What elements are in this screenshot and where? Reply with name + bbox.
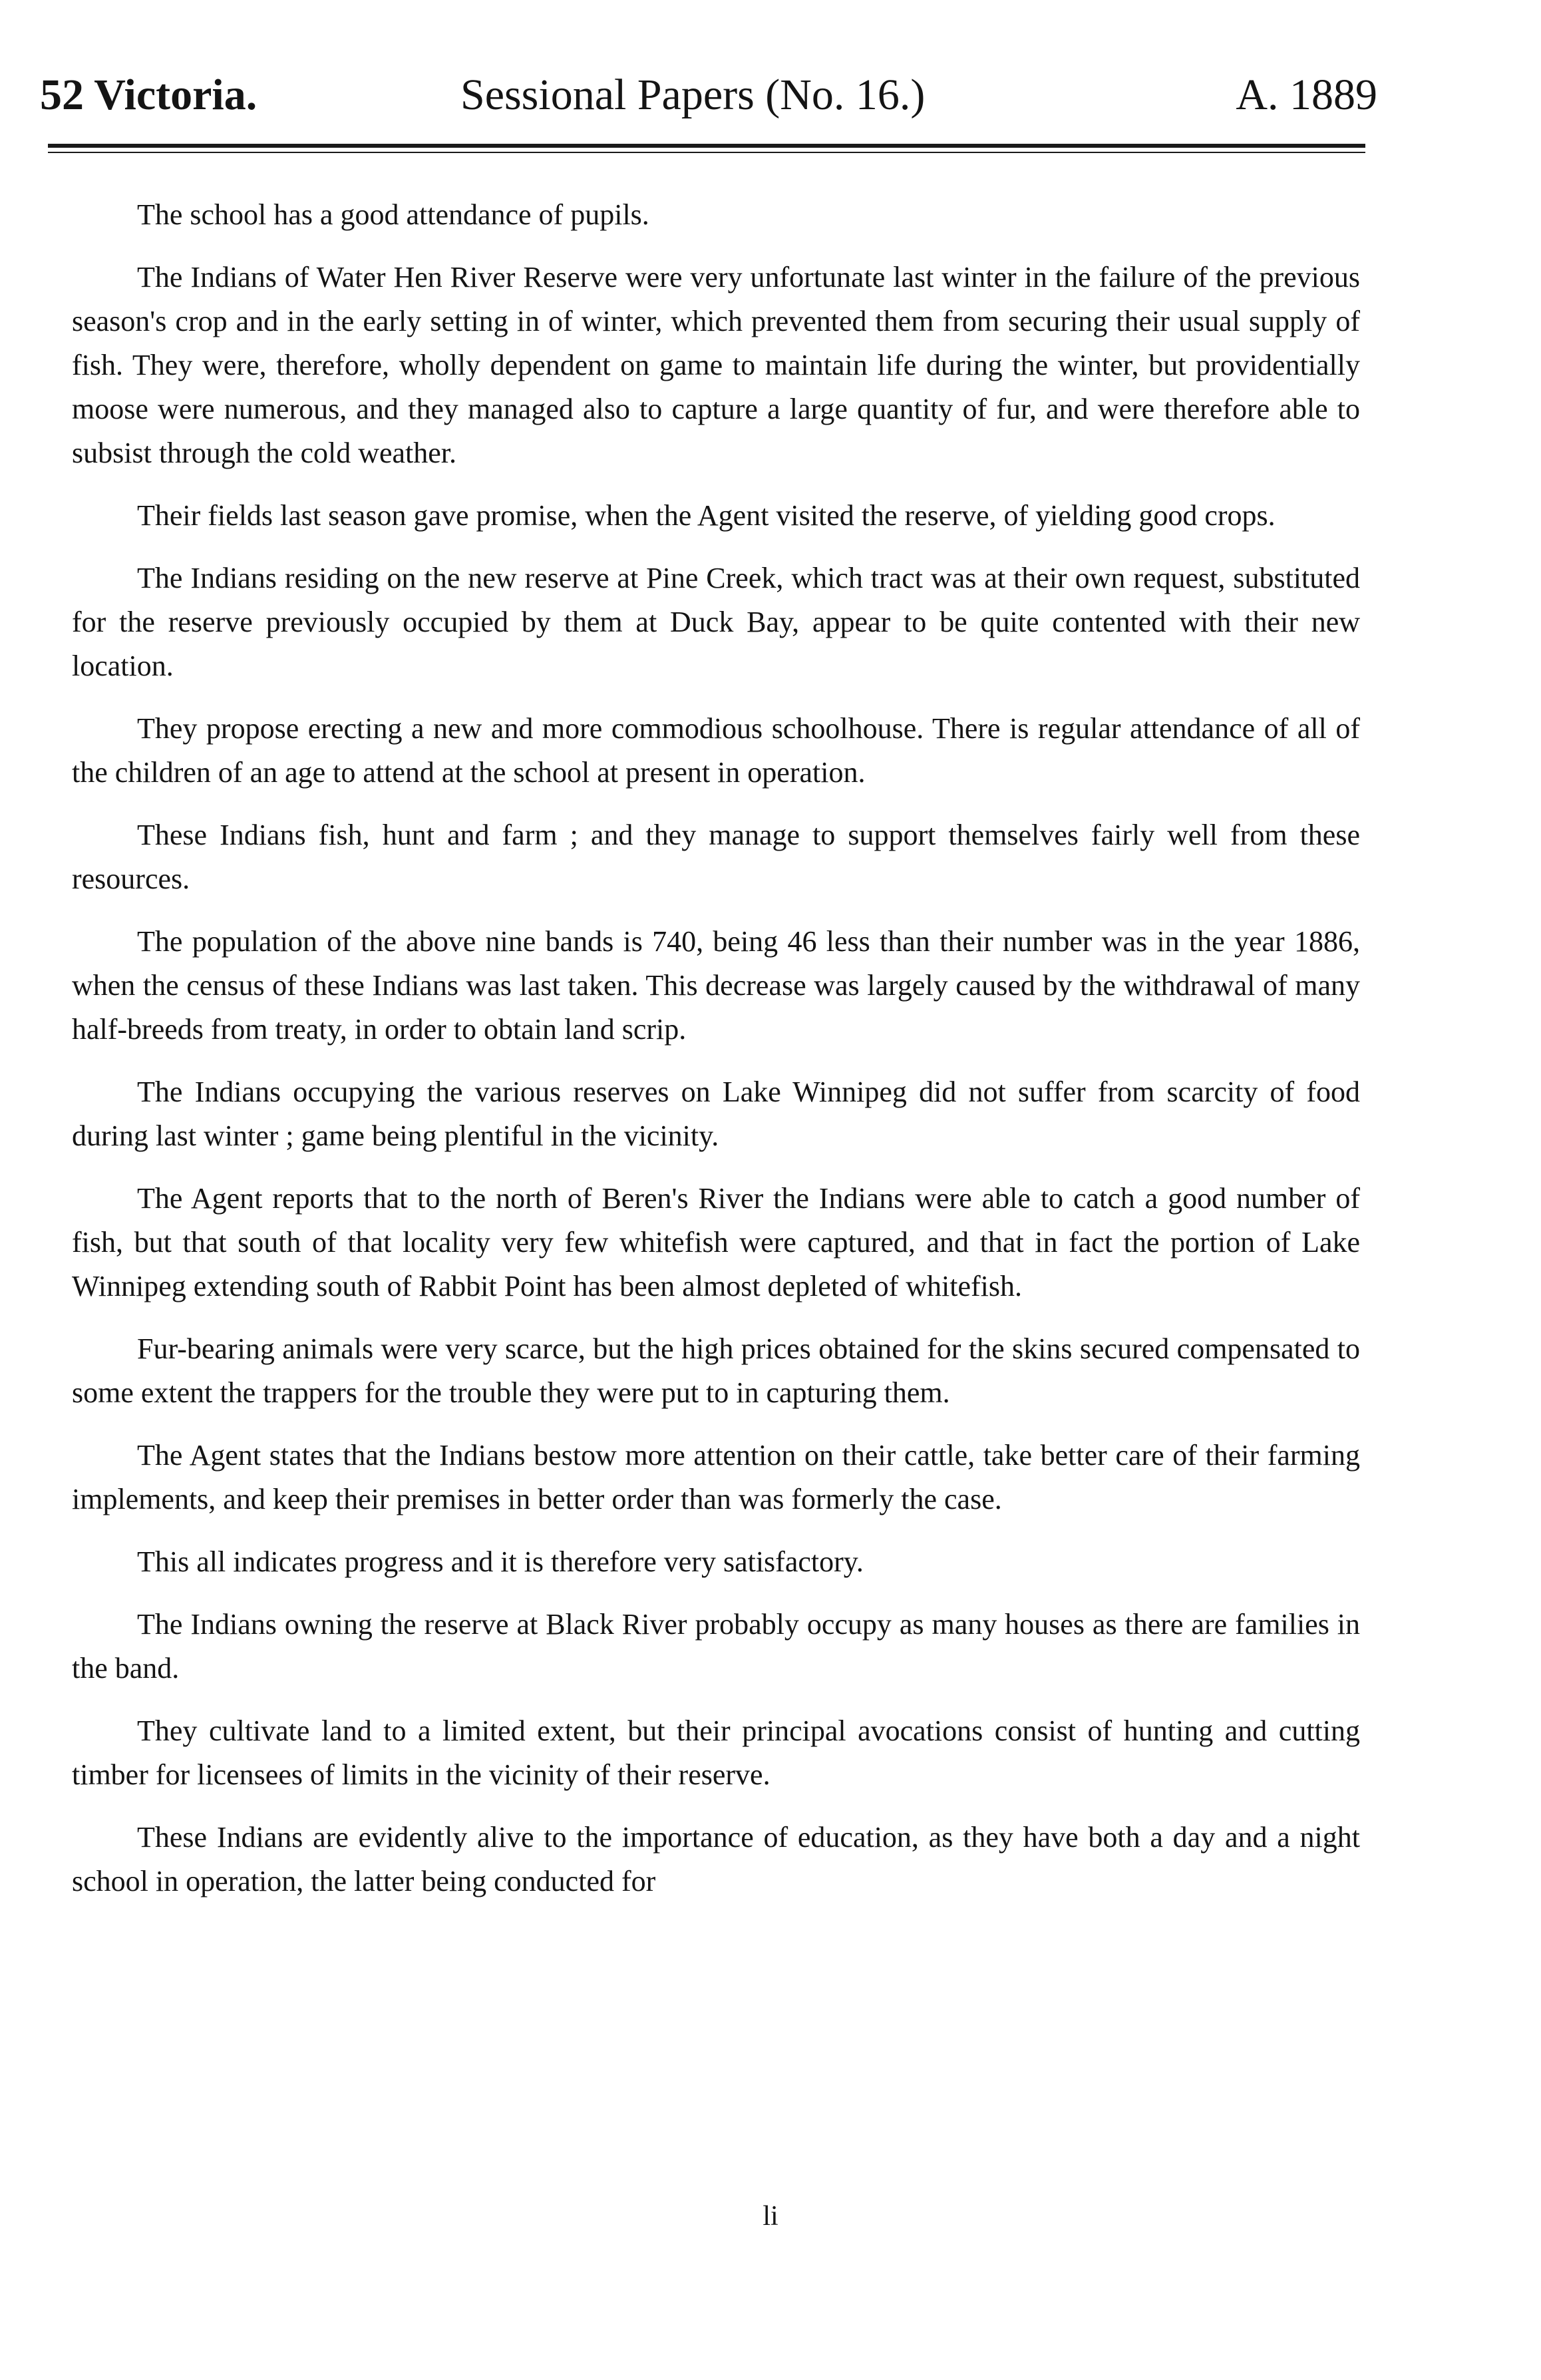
paragraph: They propose erecting a new and more commodious schoolhouse. There is regular attendance of all of the children of an age to attend at the school at present in operation. bbox=[72, 712, 1360, 789]
paragraph: The Indians residing on the new reserve at Pine Creek, which tract was at their own request, substituted for the reserve previously occupied by them at Duck Bay, appear to be quite contented with their new location. bbox=[72, 562, 1360, 682]
paragraph: These Indians fish, hunt and farm ; and they manage to support themselves fairly well from these resources. bbox=[72, 819, 1360, 895]
paragraph: The population of the above nine bands is 740, being 46 less than their number was in the year 1886, when the census of these Indians was last taken. This decrease was largely caused by the withdrawal of many half-breeds from treaty, in order to obtain land scrip. bbox=[72, 925, 1360, 1046]
header-year: A. 1889 bbox=[1236, 71, 1377, 119]
paragraph: These Indians are evidently alive to the importance of education, as they have both a day and a night school in operation, the latter being conducted for bbox=[72, 1821, 1360, 1897]
body-text bbox=[72, 193, 1360, 1922]
paragraph: Their fields last season gave promise, when the Agent visited the reserve, of yielding good crops. bbox=[137, 499, 1276, 532]
paragraph: The Indians occupying the various reserves on Lake Winnipeg did not suffer from scarcity of food during last winter ; game being plentiful in the vicinity. bbox=[72, 1076, 1360, 1152]
paragraph: They cultivate land to a limited extent, but their principal avocations consist of hunting and cutting timber for licensees of limits in the vicinity of their reserve. bbox=[72, 1714, 1360, 1791]
header-rule-thick bbox=[48, 144, 1365, 148]
header-title: Sessional Papers (No. 16.) bbox=[460, 71, 926, 119]
paragraph: Fur-bearing animals were very scarce, but the high prices obtained for the skins secured compensated to some extent the trappers for the trouble they were put to in capturing them. bbox=[72, 1332, 1360, 1409]
paragraph: This all indicates progress and it is therefore very satisfactory. bbox=[137, 1545, 864, 1578]
paragraph: The Agent states that the Indians bestow more attention on their cattle, take better care of their farming implements, and keep their premises in better order than was formerly the case. bbox=[72, 1439, 1360, 1515]
paragraph: The school has a good attendance of pupils. bbox=[137, 198, 649, 231]
header-rule-thin bbox=[48, 152, 1365, 153]
running-header bbox=[40, 59, 1377, 132]
page-number: li bbox=[763, 2201, 778, 2232]
paragraph: The Agent reports that to the north of Beren's River the Indians were able to catch a good number of fish, but that south of that locality very few whitefish were captured, and that in fact the portion of Lake Winnipeg extending south of Rabbit Point has been almost depleted of whitefish. bbox=[72, 1182, 1360, 1302]
paragraph: The Indians of Water Hen River Reserve were very unfortunate last winter in the failure of the previous season's crop and in the early setting in of winter, which prevented them from securing their usual supply of fish. They were, therefore, wholly dependent on game to maintain life during the winter, but providentially moose were numerous, and they managed also to capture a large quantity of fur, and were therefore able to subsist through the cold weather. bbox=[72, 261, 1360, 469]
paragraph: The Indians owning the reserve at Black River probably occupy as many houses as there are families in the band. bbox=[72, 1608, 1360, 1685]
header-volume: 52 Victoria. bbox=[40, 71, 257, 119]
